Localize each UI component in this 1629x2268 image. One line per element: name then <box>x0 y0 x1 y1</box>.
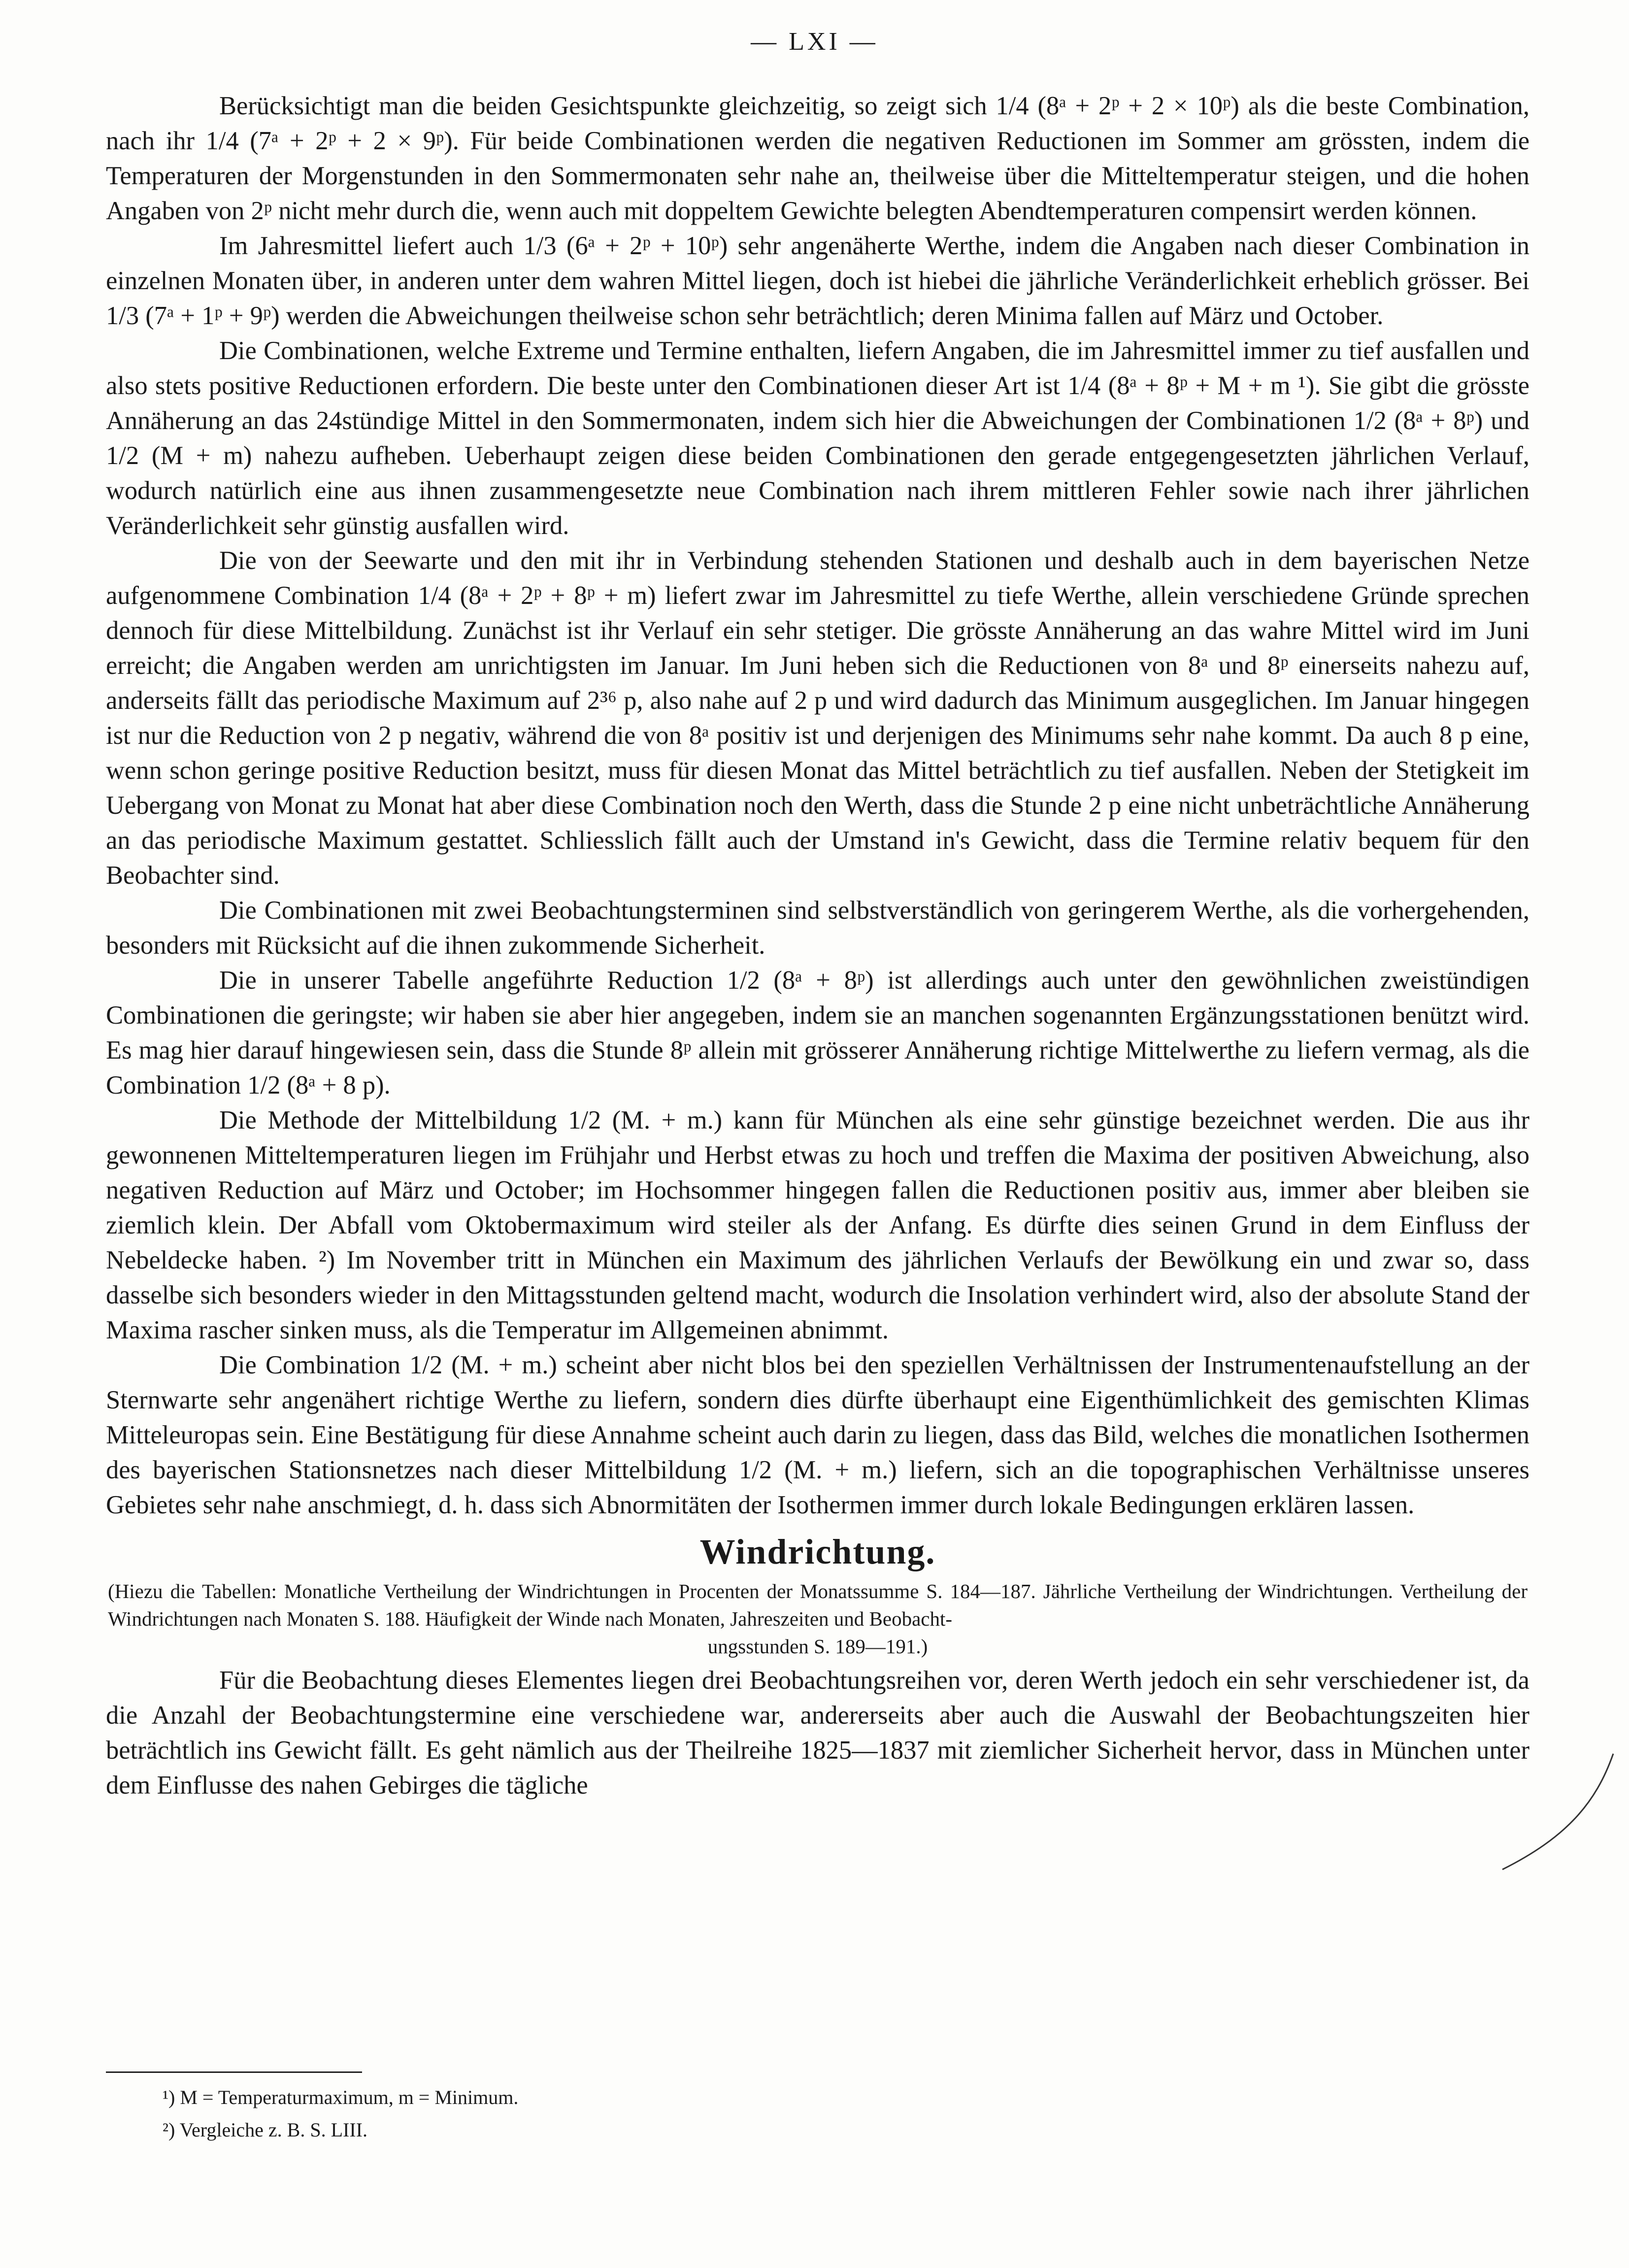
footnote-1: ¹) M = Temperaturmaximum, m = Minimum. <box>163 2086 519 2108</box>
paragraph-5: Die Combinationen mit zwei Beobachtungsterminen sind selbstverständlich von geringerem Werthe, als die vorhergehenden, besonders mit Rücksicht auf die ihnen zukommende Sicherheit. <box>106 896 1529 960</box>
paragraph-2: Im Jahresmittel liefert auch 1/3 (6ᵃ + 2ᵖ + 10ᵖ) sehr angenäherte Werthe, indem die Angaben nach dieser Combination in einzelnen Monaten über, in anderen unter dem wahren Mittel liegen, doch ist hiebei die jährliche Veränderlichkeit erheblich grösser. Bei 1/3 (7ᵃ + 1ᵖ + 9ᵖ) werden die Abweichungen theilweise schon sehr beträchtlich; deren Minima fallen auf März und October. <box>106 232 1529 330</box>
section-paragraph: Für die Beobachtung dieses Elementes liegen drei Beobachtungsreihen vor, deren Werth jedoch ein sehr verschiedener ist, da die Anzahl der Beobachtungstermine eine verschiedene war, andererseits aber auch die Auswahl der Beobachtungszeiten hier beträchtlich ins Gewicht fällt. Es geht nämlich aus der Theilreihe 1825—1837 mit ziemlicher Sicherheit hervor, dass in München unter dem Einflusse des nahen Gebirges die tägliche <box>106 1666 1529 1800</box>
footnote-2: ²) Vergleiche z. B. S. LIII. <box>163 2119 367 2141</box>
paragraph-6: Die in unserer Tabelle angeführte Reduction 1/2 (8ᵃ + 8ᵖ) ist allerdings auch unter den gewöhnlichen zweistündigen Combinationen die geringste; wir haben sie aber hier angegeben, indem sie an manchen sogenannten Ergänzungsstationen benützt wird. Es mag hier darauf hingewiesen sein, dass die Stunde 8ᵖ allein mit grösserer Annäherung richtige Mittelwerthe zu liefern vermag, als die Combination 1/2 (8ᵃ + 8 p). <box>106 966 1529 1100</box>
section-note-main: (Hiezu die Tabellen: Monatliche Vertheilung der Windrichtungen in Procenten der Monatssumme S. 184—187. Jährliche Vertheilung der Windrichtungen. Vertheilung der Windrichtungen nach Monaten S. 188. Häufigkeit der Winde nach Monaten, Jahreszeiten und Beobacht- <box>108 1580 1528 1630</box>
section-title-windrichtung: Windrichtung. <box>699 1532 936 1571</box>
page-number: — LXI — <box>751 28 878 56</box>
paragraph-1: Berücksichtigt man die beiden Gesichtspunkte gleichzeitig, so zeigt sich 1/4 (8ᵃ + 2ᵖ + 2 × 10ᵖ) als die beste Combination, nach ihr 1/4 (7ᵃ + 2ᵖ + 2 × 9ᵖ). Für beide Combinationen werden die negativen Reductionen im Sommer am grössten, indem die Temperaturen der Morgenstunden in den Sommermonaten sehr nahe an, theilweise über die Mitteltemperatur steigen, und die hohen Angaben von 2ᵖ nicht mehr durch die, wenn auch mit doppeltem Gewichte belegten Abendtemperaturen compensirt werden können. <box>106 92 1529 225</box>
paragraph-4: Die von der Seewarte und den mit ihr in Verbindung stehenden Stationen und deshalb auch in dem bayerischen Netze aufgenommene Combination 1/4 (8ᵃ + 2ᵖ + 8ᵖ + m) liefert zwar im Jahresmittel zu tiefe Werthe, allein verschiedene Gründe sprechen dennoch für diese Mittelbildung. Zunächst ist ihr Verlauf ein sehr stetiger. Die grösste Annäherung an das wahre Mittel wird im Juni erreicht; die Angaben werden am unrichtigsten im Januar. Im Juni heben sich die Reductionen von 8ᵃ und 8ᵖ einerseits nahezu auf, anderseits fällt das periodische Maximum auf 2³⁶ p, also nahe auf 2 p und wird dadurch das Minimum ausgeglichen. Im Januar hingegen ist nur die Reduction von 2 p negativ, während die von 8ᵃ positiv ist und derjenigen des Minimums sehr nahe kommt. Da auch 8 p eine, wenn schon geringe positive Reduction besitzt, muss für diesen Monat das Mittel beträchtlich zu tief ausfallen. Neben der Stetigkeit im Uebergang von Monat zu Monat hat aber diese Combination noch den Werth, dass die Stunde 2 p eine nicht unbeträchtliche Annäherung an das periodische Maximum gestattet. Schliesslich fällt auch der Umstand in's Gewicht, dass die Termine relativ bequem für den Beobachter sind. <box>106 546 1529 890</box>
paragraph-8: Die Combination 1/2 (M. + m.) scheint aber nicht blos bei den speziellen Verhältnissen der Instrumentenaufstellung an der Sternwarte sehr angenähert richtige Werthe zu liefern, sondern dies dürfte überhaupt eine Eigenthümlichkeit des gemischten Klimas Mitteleuropas sein. Eine Bestätigung für diese Annahme scheint auch darin zu liegen, dass das Bild, welches die monatlichen Isothermen des bayerischen Stationsnetzes nach dieser Mittelbildung 1/2 (M. + m.) liefern, sich an die topographischen Verhältnisse unseres Gebietes sehr nahe anschmiegt, d. h. dass sich Abnormitäten der Isothermen immer durch lokale Bedingungen erklären lassen. <box>106 1351 1529 1519</box>
paragraph-7: Die Methode der Mittelbildung 1/2 (M. + m.) kann für München als eine sehr günstige bezeichnet werden. Die aus ihr gewonnenen Mitteltemperaturen liegen im Frühjahr und Herbst etwas zu hoch und treffen die Maxima der positiven Abweichung, also negativen Reduction auf März und October; im Hochsommer hingegen fallen die Reductionen positiv aus, immer aber bleiben sie ziemlich klein. Der Abfall vom Oktobermaximum wird steiler als der Anfang. Es dürfte dies seinen Grund in dem Einfluss der Nebeldecke haben. ²) Im November tritt in München ein Maximum des jährlichen Verlaufs der Bewölkung ein und zwar so, dass dasselbe sich besonders wieder in den Mittagsstunden geltend macht, wodurch die Insolation verhindert wird, also der absolute Stand der Maxima rascher sinken muss, als die Temperatur im Allgemeinen abnimmt. <box>106 1106 1529 1344</box>
paragraph-3: Die Combinationen, welche Extreme und Termine enthalten, liefern Angaben, die im Jahresmittel immer zu tief ausfallen und also stets positive Reductionen erfordern. Die beste unter den Combinationen dieser Art ist 1/4 (8ᵃ + 8ᵖ + M + m ¹). Sie gibt die grösste Annäherung an das 24stündige Mittel in den Sommermonaten, indem sich hier die Abweichungen der Combinationen 1/2 (8ᵃ + 8ᵖ) und 1/2 (M + m) nahezu aufheben. Ueberhaupt zeigen diese beiden Combinationen den gerade entgegengesetzten jährlichen Verlauf, wodurch natürlich eine aus ihnen zusammengesetzte neue Combination nach ihrem mittleren Fehler sowie nach ihrer jährlichen Veränderlichkeit sehr günstig ausfallen wird. <box>106 336 1529 540</box>
section-note-end: ungsstunden S. 189—191.) <box>707 1635 928 1658</box>
